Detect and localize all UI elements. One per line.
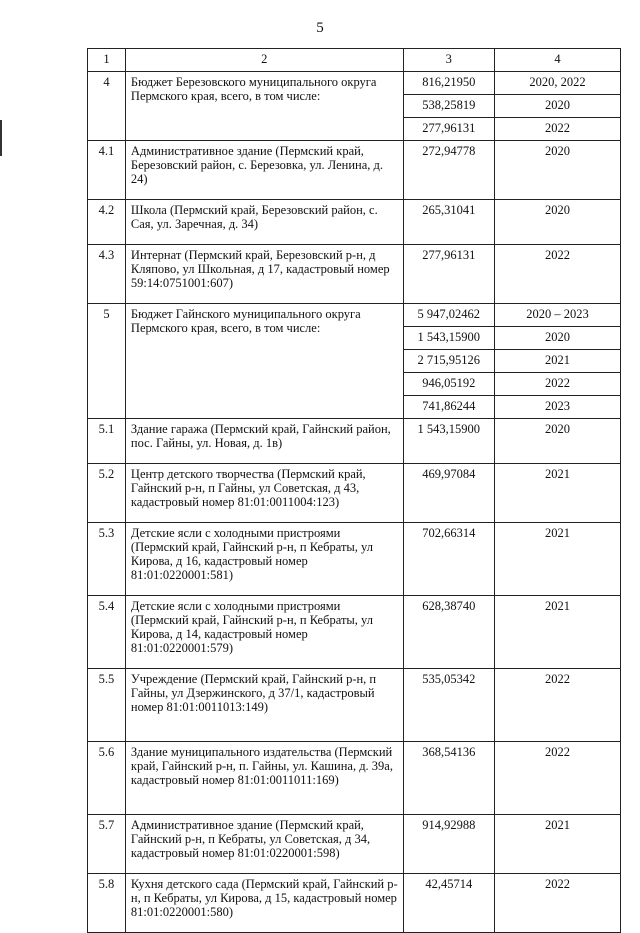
table-row bbox=[88, 419, 621, 464]
amount-cell: 5 947,02462 bbox=[403, 304, 494, 327]
year-cell: 2021 bbox=[494, 350, 620, 373]
amount-cell: 272,94778 bbox=[403, 141, 494, 200]
table-row bbox=[88, 874, 621, 933]
year-cell: 2022 bbox=[494, 245, 620, 304]
year-cell: 2021 bbox=[494, 596, 620, 669]
amount-cell: 265,31041 bbox=[403, 200, 494, 245]
table-header-row bbox=[88, 49, 621, 72]
row-number: 5.5 bbox=[88, 669, 126, 742]
amount-cell: 538,25819 bbox=[403, 95, 494, 118]
year-cell: 2020, 2022 bbox=[494, 72, 620, 95]
row-number: 5.4 bbox=[88, 596, 126, 669]
year-cell: 2020 bbox=[494, 419, 620, 464]
header-col-1: 1 bbox=[88, 49, 126, 72]
row-number: 4.1 bbox=[88, 141, 126, 200]
amount-cell: 535,05342 bbox=[403, 669, 494, 742]
year-cell: 2021 bbox=[494, 464, 620, 523]
row-name: Детские ясли с холодными пристроями (Пермский край, Гайнский р-н, п Кебраты, ул Кирова, д 14, кадастровый номер 81:01:0220001:579) bbox=[125, 596, 403, 669]
row-name: Центр детского творчества (Пермский край, Гайнский р-н, п Гайны, ул Советская, д 43, кадастровый номер 81:01:0011004:123) bbox=[125, 464, 403, 523]
amount-cell: 2 715,95126 bbox=[403, 350, 494, 373]
year-cell: 2023 bbox=[494, 396, 620, 419]
header-col-4: 4 bbox=[494, 49, 620, 72]
row-name: Детские ясли с холодными пристроями (Пермский край, Гайнский р-н, п Кебраты, ул Кирова, д 16, кадастровый номер 81:01:0220001:581) bbox=[125, 523, 403, 596]
page-number: 5 bbox=[316, 20, 324, 36]
amount-cell: 816,21950 bbox=[403, 72, 494, 95]
property-table bbox=[87, 48, 621, 933]
table-row bbox=[88, 141, 621, 200]
table-row bbox=[88, 669, 621, 742]
row-name: Кухня детского сада (Пермский край, Гайнский р-н, п Кебраты, ул Кирова, д 15, кадастровый номер 81:01:0220001:580) bbox=[125, 874, 403, 933]
year-cell: 2021 bbox=[494, 523, 620, 596]
amount-cell: 1 543,15900 bbox=[403, 327, 494, 350]
row-number: 5.7 bbox=[88, 815, 126, 874]
amount-cell: 368,54136 bbox=[403, 742, 494, 815]
year-cell: 2021 bbox=[494, 815, 620, 874]
row-number: 5.6 bbox=[88, 742, 126, 815]
row-number: 4.2 bbox=[88, 200, 126, 245]
header-col-2: 2 bbox=[125, 49, 403, 72]
table-row bbox=[88, 245, 621, 304]
row-number: 5.8 bbox=[88, 874, 126, 933]
amount-cell: 1 543,15900 bbox=[403, 419, 494, 464]
year-cell: 2020 – 2023 bbox=[494, 304, 620, 327]
table-row bbox=[88, 200, 621, 245]
row-number: 5.1 bbox=[88, 419, 126, 464]
group-row bbox=[88, 304, 621, 327]
row-name: Школа (Пермский край, Березовский район, с. Сая, ул. Заречная, д. 34) bbox=[125, 200, 403, 245]
amount-cell: 914,92988 bbox=[403, 815, 494, 874]
year-cell: 2022 bbox=[494, 669, 620, 742]
row-number: 5.3 bbox=[88, 523, 126, 596]
scan-edge-mark bbox=[0, 120, 2, 156]
amount-cell: 42,45714 bbox=[403, 874, 494, 933]
table-row bbox=[88, 523, 621, 596]
group-number: 4 bbox=[88, 72, 126, 141]
table-row bbox=[88, 464, 621, 523]
amount-cell: 628,38740 bbox=[403, 596, 494, 669]
year-cell: 2022 bbox=[494, 742, 620, 815]
amount-cell: 741,86244 bbox=[403, 396, 494, 419]
amount-cell: 946,05192 bbox=[403, 373, 494, 396]
amount-cell: 277,96131 bbox=[403, 245, 494, 304]
row-number: 4.3 bbox=[88, 245, 126, 304]
group-number: 5 bbox=[88, 304, 126, 419]
year-cell: 2020 bbox=[494, 95, 620, 118]
row-name: Административное здание (Пермский край, Березовский район, с. Березовка, ул. Ленина, д. 24) bbox=[125, 141, 403, 200]
year-cell: 2020 bbox=[494, 327, 620, 350]
group-row bbox=[88, 72, 621, 95]
group-name: Бюджет Гайнского муниципального округа Пермского края, всего, в том числе: bbox=[125, 304, 403, 419]
amount-cell: 277,96131 bbox=[403, 118, 494, 141]
year-cell: 2020 bbox=[494, 141, 620, 200]
year-cell: 2022 bbox=[494, 874, 620, 933]
year-cell: 2020 bbox=[494, 200, 620, 245]
row-number: 5.2 bbox=[88, 464, 126, 523]
row-name: Учреждение (Пермский край, Гайнский р-н, п Гайны, ул Дзержинского, д 37/1, кадастровый номер 81:01:0011013:149) bbox=[125, 669, 403, 742]
row-name: Здание муниципального издательства (Пермский край, Гайнский р-н, п. Гайны, ул. Кашина, д. 39а, кадастровый номер 81:01:0011011:169) bbox=[125, 742, 403, 815]
year-cell: 2022 bbox=[494, 118, 620, 141]
table-row bbox=[88, 815, 621, 874]
row-name: Интернат (Пермский край, Березовский р-н, д Кляпово, ул Школьная, д 17, кадастровый номер 59:14:0751001:607) bbox=[125, 245, 403, 304]
year-cell: 2022 bbox=[494, 373, 620, 396]
row-name: Здание гаража (Пермский край, Гайнский район, пос. Гайны, ул. Новая, д. 1в) bbox=[125, 419, 403, 464]
header-col-3: 3 bbox=[403, 49, 494, 72]
table-row bbox=[88, 742, 621, 815]
group-name: Бюджет Березовского муниципального округа Пермского края, всего, в том числе: bbox=[125, 72, 403, 141]
row-name: Административное здание (Пермский край, Гайнский р-н, п Кебраты, ул Советская, д 34, кадастровый номер 81:01:0220001:598) bbox=[125, 815, 403, 874]
table-row bbox=[88, 596, 621, 669]
amount-cell: 469,97084 bbox=[403, 464, 494, 523]
amount-cell: 702,66314 bbox=[403, 523, 494, 596]
